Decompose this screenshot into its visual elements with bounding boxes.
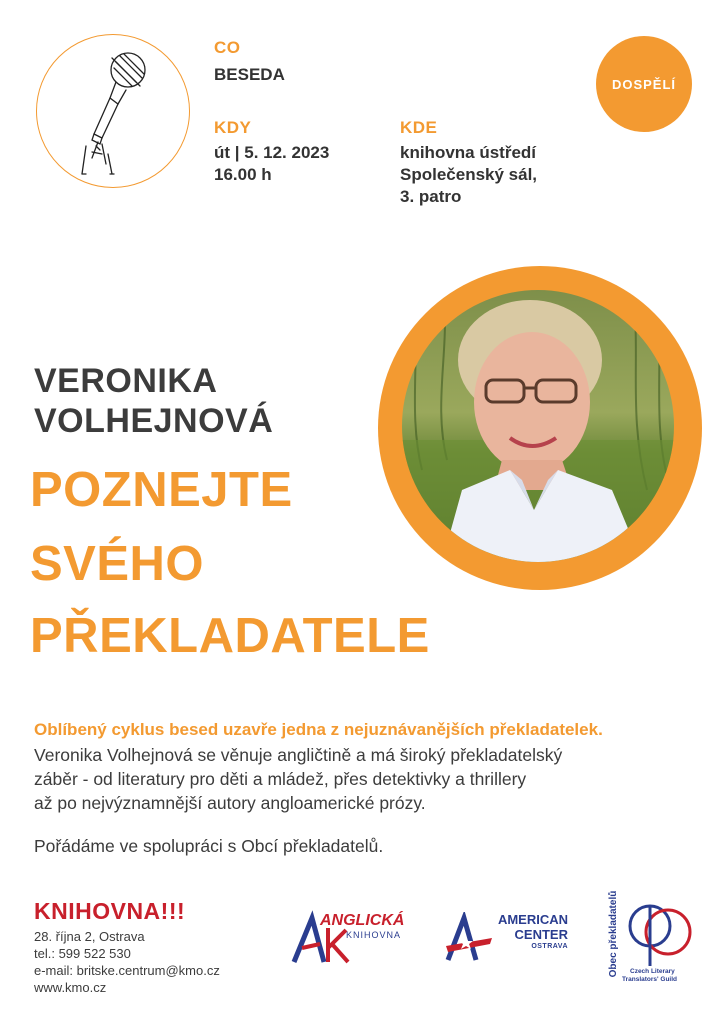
venue-line-2: Společenský sál, — [400, 165, 538, 184]
event-time: 16.00 h — [214, 165, 272, 184]
speaker-first-name: VERONIKA — [34, 362, 218, 400]
ostrava-line: OSTRAVA — [531, 943, 568, 950]
american-line: AMERICAN — [497, 912, 568, 927]
anglicka-knihovna-logo — [290, 908, 410, 968]
kde-label: KDE — [400, 118, 438, 137]
obec-caption-1: Czech Literary — [630, 968, 675, 975]
library-contact — [34, 928, 220, 996]
anglicka-title: ANGLICKÁ — [320, 912, 405, 929]
speaker-portrait — [402, 290, 674, 562]
cooperation-note: Pořádáme ve spolupráci s Obcí překladatelů. — [34, 836, 384, 856]
center-line: CENTER — [514, 927, 568, 942]
audience-badge: DOSPĚLÍ — [596, 36, 692, 132]
description-line-1: Veronika Volhejnová se věnuje angličtině a má široký překladatelský — [34, 745, 563, 765]
library-name: KNIHOVNA!!! — [34, 898, 186, 924]
description-lead: Oblíbený cyklus besed uzavře jedna z nejuznávanějších překladatelek. — [34, 720, 603, 739]
microphone-icon-circle — [36, 34, 190, 188]
obec-vertical-text: Obec překladatelů — [608, 890, 619, 978]
american-center-logo — [444, 910, 570, 964]
co-label: CO — [214, 38, 241, 57]
library-phone: tel.: 599 522 530 — [34, 946, 131, 961]
knihovna-sub: KNIHOVNA — [346, 930, 402, 940]
speaker-last-name: VOLHEJNOVÁ — [34, 402, 274, 440]
venue-line-3: 3. patro — [400, 187, 462, 206]
obec-caption-2: Translators' Guild — [622, 976, 678, 983]
headline-line-1: POZNEJTE — [30, 463, 293, 517]
event-type: BESEDA — [214, 65, 285, 84]
library-address: 28. října 2, Ostrava — [34, 929, 145, 944]
headline-line-2: SVÉHO — [30, 537, 205, 591]
library-web: www.kmo.cz — [34, 980, 107, 995]
description-body — [34, 743, 694, 815]
description-line-3: až po nejvýznamnější autory angloamerické prózy. — [34, 793, 426, 813]
venue-line-1: knihovna ústředí — [400, 143, 537, 162]
microphone-icon — [36, 34, 190, 188]
event-date: út | 5. 12. 2023 — [214, 143, 330, 162]
library-email: e-mail: britske.centrum@kmo.cz — [34, 963, 220, 978]
obec-prekladatelu-logo — [604, 890, 696, 994]
kdy-label: KDY — [214, 118, 252, 137]
description-line-2: záběr - od literatury pro děti a mládež, přes detektivky a thrillery — [34, 769, 527, 789]
headline-line-3: PŘEKLADATELE — [30, 609, 430, 663]
